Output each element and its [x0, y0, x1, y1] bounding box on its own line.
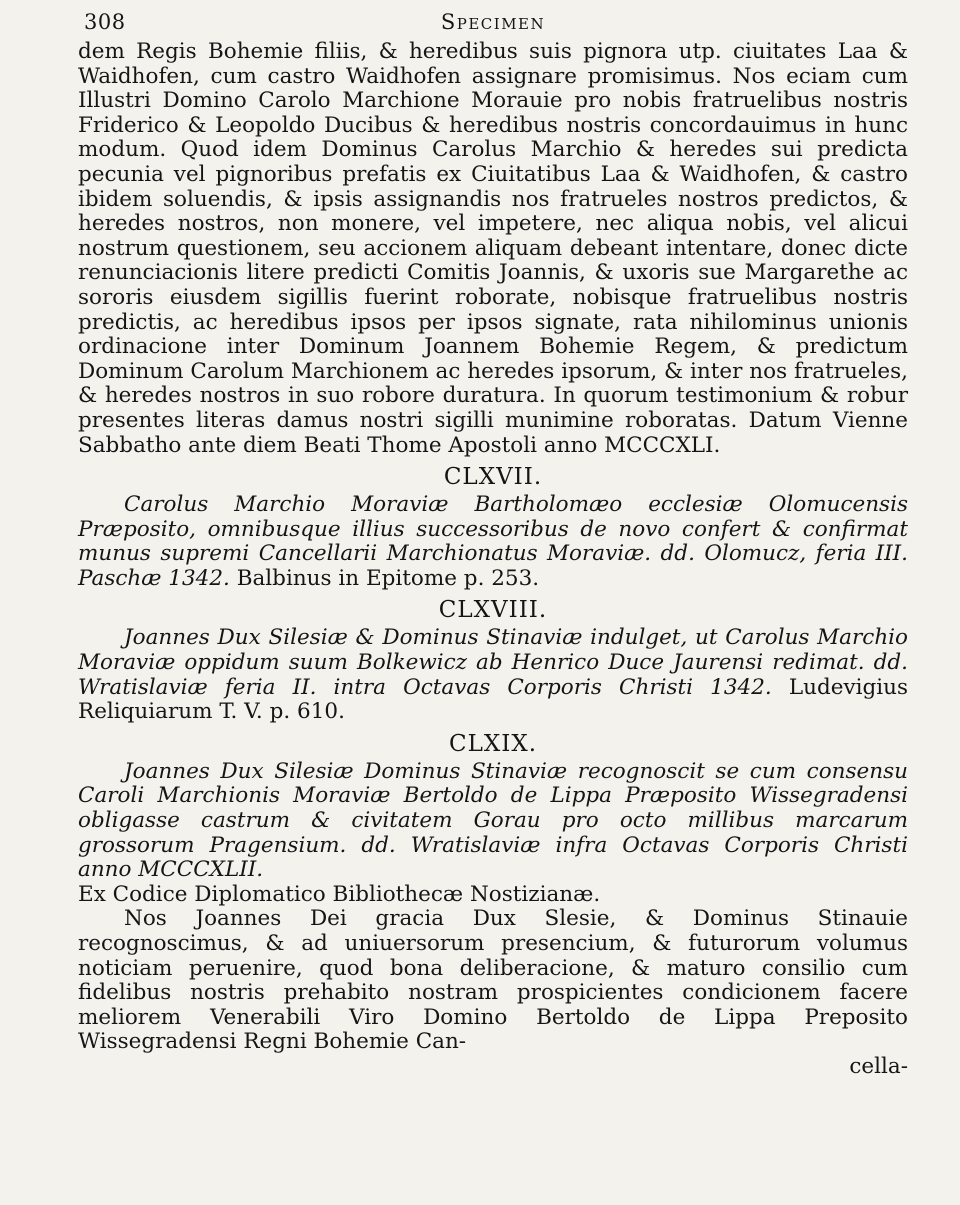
source-citation: Ex Codice Diplomatico Bibliothecæ Nostizianæ.	[78, 881, 601, 907]
section-abstract	[78, 493, 908, 591]
section-number: CLXVII.	[443, 464, 543, 491]
charter-text: Nos Joannes Dei gracia Dux Slesie, & Dominus Stinauie recognoscimus, & ad uniuersorum presencium, & futurorum volumus noticiam peruenire, quod bona deliberacione, & maturo consilio cum fidelibus nostris prehabito nostram prospicientes condicionem facere meliorem Venerabili Viro Domino Bertoldo de Lippa Preposito Wissegradensi Regni Bohemie Can-	[78, 906, 908, 1055]
source-citation: Balbinus in Epitome p. 253.	[236, 565, 540, 591]
abstract-text: Carolus Marchio Moraviæ Bartholomæo ecclesiæ Olomucensis Præposito, omnibusque illius successoribus de novo confert & confirmat munus supremi Cancellarii Marchionatus Moraviæ. dd. Olomucz, feria III. Paschæ 1342.	[78, 492, 908, 591]
running-header	[78, 6, 908, 40]
continued-charter-text: dem Regis Bohemie filiis, & heredibus suis pignora utp. ciuitates Laa & Waidhofen, cum castro Waidhofen assignare promisimus. Nos eciam cum Illustri Domino Carolo Marchione Morauie pro nobis fratruelibus nostris Friderico & Leopoldo Ducibus & heredibus nostris concordauimus in hunc modum. Quod idem Dominus Carolus Marchio & heredes sui predicta pecunia vel pignoribus prefatis ex Ciuitatibus Laa & Waidhofen, & castro ibidem soluendis, & ipsis assignandis nos fratrueles nostros predictos, & heredes nostros, non monere, vel impetere, nec aliqua nobis, vel alicui nostrum questionem, seu accionem aliquam debeant intentare, donec dicte renunciacionis litere predicti Comitis Joannis, & uxoris sue Margarethe ac sororis eiusdem sigillis fuerint roborate, nobisque fratruelibus nostris predictis, ac heredibus ipsos per ipsos signate, rata nihilominus unionis ordinacione inter Dominum Joannem Bohemie Regem, & predictum Dominum Carolum Marchionem ac heredes ipsorum, & inter nos fratrueles, & heredes nostros in suo robore duratura. In quorum testimonium & robur presentes literas damus nostri sigilli munimine roboratas. Datum Vienne Sabbatho ante diem Beati Thome Apostoli anno MCCCXLI.	[78, 39, 908, 458]
page-body	[78, 40, 908, 1080]
section-abstract	[78, 626, 908, 724]
section-abstract	[78, 760, 908, 883]
catchword: cella-	[849, 1053, 908, 1079]
section-number: CLXVIII.	[438, 597, 548, 624]
page-number: 308	[84, 10, 126, 34]
running-title: Specimen	[440, 10, 546, 34]
source-citation: Ludevigius Reliquiarum T. V. p. 610.	[78, 674, 908, 725]
abstract-text: Joannes Dux Silesiæ Dominus Stinaviæ recognoscit se cum consensu Caroli Marchionis Moraviæ Bertoldo de Lippa Præposito Wissegradensi obligasse castrum & civitatem Gorau pro octo millibus marcarum grossorum Pragensium. dd. Wratislaviæ infra Octavas Corporis Christi anno MCCCXLII.	[78, 758, 908, 883]
section-number: CLXIX.	[448, 730, 538, 757]
abstract-text: Joannes Dux Silesiæ & Dominus Stinaviæ indulget, ut Carolus Marchio Moraviæ oppidum suum Bolkewicz ab Henrico Duce Jaurensi redimat. dd. Wratislaviæ feria II. intra Octavas Corporis Christi 1342.	[78, 625, 908, 700]
